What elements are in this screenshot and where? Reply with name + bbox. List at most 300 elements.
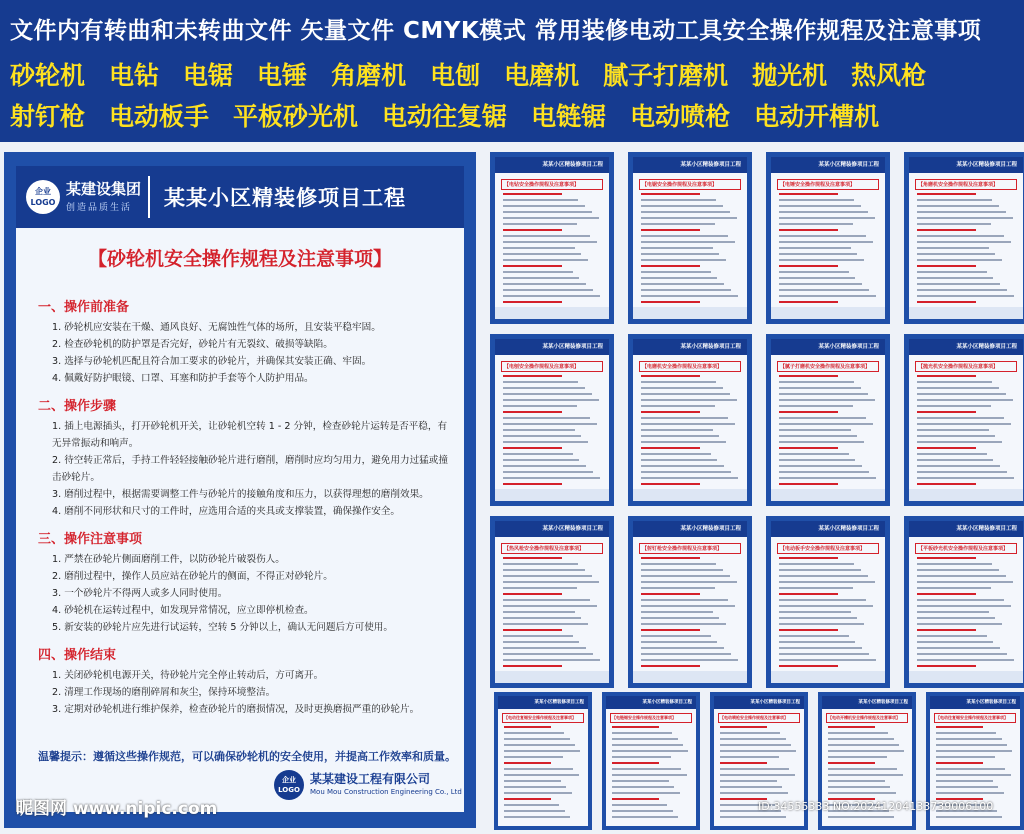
- thumbnail-body: [771, 157, 885, 319]
- text-line: [936, 762, 983, 764]
- text-line: [641, 235, 728, 237]
- text-line: [779, 581, 875, 583]
- text-line: [779, 477, 876, 479]
- text-line: [720, 816, 786, 818]
- section-heading: 二、操作步骤: [38, 399, 117, 414]
- text-line: [641, 599, 728, 601]
- text-line: [503, 205, 585, 207]
- thumbnail-title: 【电锤安全操作规程及注意事项】: [777, 179, 879, 190]
- section-item: 5. 新安装的砂轮片应先进行试运转，空转 5 分钟以上，确认无问题后方可使用。: [52, 622, 393, 633]
- text-line: [503, 453, 573, 455]
- thumbnail-poster: [494, 692, 592, 830]
- section-item: 3. 一个砂轮片不得两人或多人同时使用。: [52, 588, 228, 599]
- tool-label: 电锯: [183, 61, 234, 90]
- thumbnail-body: [495, 521, 609, 683]
- section-heading: 三、操作注意事项: [38, 532, 143, 547]
- text-line: [503, 289, 593, 291]
- text-line: [917, 563, 992, 565]
- text-line: [503, 659, 600, 661]
- text-line: [917, 265, 976, 267]
- text-line: [641, 569, 723, 571]
- section-heading: 四、操作结束: [38, 648, 117, 663]
- text-line: [936, 768, 1005, 770]
- thumbnail-poster: [766, 516, 890, 688]
- text-line: [503, 375, 562, 377]
- thumbnail-body: [633, 339, 747, 501]
- thumbnail-title: 【电动开槽机安全操作规程及注意事项】: [826, 713, 908, 723]
- thumbnail-grid: [484, 152, 1024, 682]
- text-line: [503, 605, 597, 607]
- text-line: [917, 477, 1014, 479]
- text-line: [779, 411, 838, 413]
- text-line: [641, 629, 700, 631]
- text-line: [917, 641, 993, 643]
- text-line: [503, 423, 597, 425]
- text-line: [917, 581, 1013, 583]
- text-line: [641, 665, 700, 667]
- thumbnail-footer: [771, 307, 885, 319]
- text-line: [779, 277, 855, 279]
- thumbnail-text-lines: [641, 557, 739, 677]
- tool-list-row-2: [10, 97, 903, 133]
- text-line: [779, 417, 866, 419]
- tool-label: 腻子打磨机: [603, 61, 729, 90]
- tool-label: 电锤: [257, 61, 308, 90]
- text-line: [779, 575, 868, 577]
- thumbnail-text-lines: [779, 557, 877, 677]
- text-line: [612, 732, 672, 734]
- text-line: [917, 387, 999, 389]
- text-line: [641, 447, 700, 449]
- text-line: [779, 223, 853, 225]
- thumbnail-title: 【角磨机安全操作规程及注意事项】: [915, 179, 1017, 190]
- text-line: [828, 726, 875, 728]
- text-line: [917, 229, 976, 231]
- text-line: [503, 557, 562, 559]
- text-line: [917, 277, 993, 279]
- thumbnail-title: 【热风枪安全操作规程及注意事项】: [501, 543, 603, 554]
- text-line: [641, 653, 731, 655]
- text-line: [641, 647, 724, 649]
- text-line: [641, 435, 719, 437]
- text-line: [917, 289, 1007, 291]
- text-line: [641, 393, 730, 395]
- tool-label: 电链锯: [531, 102, 607, 131]
- thumbnail-title: 【腻子打磨机安全操作规程及注意事项】: [777, 361, 879, 372]
- text-line: [779, 599, 866, 601]
- text-line: [641, 277, 717, 279]
- text-line: [936, 726, 983, 728]
- text-line: [503, 471, 593, 473]
- text-line: [936, 780, 993, 782]
- thumbnail-poster: [490, 516, 614, 688]
- thumbnail-footer: [771, 671, 885, 683]
- text-line: [504, 732, 564, 734]
- text-line: [779, 465, 862, 467]
- text-line: [503, 429, 575, 431]
- text-line: [936, 750, 1012, 752]
- thumbnail-body: [633, 521, 747, 683]
- text-line: [828, 738, 894, 740]
- thumbnail-title: 【电动喷枪安全操作规程及注意事项】: [718, 713, 800, 723]
- text-line: [779, 205, 861, 207]
- thumbnail-title: 【抛光机安全操作规程及注意事项】: [915, 361, 1017, 372]
- text-line: [779, 635, 849, 637]
- text-line: [917, 217, 1013, 219]
- text-line: [503, 459, 579, 461]
- thumbnail-title: 【电锯安全操作规程及注意事项】: [639, 179, 741, 190]
- text-line: [641, 459, 717, 461]
- tool-label: 电磨机: [504, 61, 580, 90]
- text-line: [917, 223, 991, 225]
- text-line: [503, 569, 585, 571]
- text-line: [612, 816, 678, 818]
- text-line: [779, 301, 838, 303]
- text-line: [503, 575, 592, 577]
- text-line: [504, 798, 551, 800]
- thumbnail-body: [909, 157, 1023, 319]
- text-line: [779, 647, 862, 649]
- section-item: 3. 选择与砂轮机匹配且符合加工要求的砂轮片，并确保其安装正确、牢固。: [52, 356, 372, 367]
- thumbnail-title: 【电动板手安全操作规程及注意事项】: [777, 543, 879, 554]
- text-line: [917, 271, 987, 273]
- text-line: [779, 611, 851, 613]
- text-line: [641, 283, 724, 285]
- thumbnail-header: 某某小区精装修项目工程: [495, 157, 609, 173]
- text-line: [720, 768, 789, 770]
- text-line: [779, 393, 868, 395]
- text-line: [779, 557, 838, 559]
- thumbnail-title: 【射钉枪安全操作规程及注意事项】: [639, 543, 741, 554]
- text-line: [641, 605, 735, 607]
- text-line: [641, 381, 716, 383]
- text-line: [779, 453, 849, 455]
- section-item: 3. 磨削过程中，根据需要调整工件与砂轮片的接触角度和压力，以获得理想的磨削效果。: [52, 489, 429, 500]
- text-line: [720, 774, 795, 776]
- thumbnail-header: 某某小区精装修项目工程: [822, 696, 912, 709]
- text-line: [917, 295, 1014, 297]
- text-line: [917, 635, 987, 637]
- section-item: 2. 检查砂轮机的防护罩是否完好，砂轮片有无裂纹、破损等缺陷。: [52, 339, 333, 350]
- text-line: [641, 417, 728, 419]
- text-line: [503, 623, 588, 625]
- text-line: [917, 417, 1004, 419]
- footer-logo: 企业LOGO: [274, 770, 304, 800]
- text-line: [779, 265, 838, 267]
- text-line: [917, 211, 1006, 213]
- text-line: [828, 756, 887, 758]
- thumbnail-title: 【电链锯安全操作规程及注意事项】: [610, 713, 692, 723]
- text-line: [641, 587, 715, 589]
- text-line: [779, 435, 857, 437]
- text-line: [936, 792, 1004, 794]
- text-line: [720, 726, 767, 728]
- text-line: [917, 605, 1011, 607]
- text-line: [917, 569, 999, 571]
- text-line: [503, 611, 575, 613]
- text-line: [612, 792, 680, 794]
- text-line: [917, 653, 1007, 655]
- thumbnail-header: 某某小区精装修项目工程: [771, 339, 885, 355]
- tool-label: 电动板手: [109, 102, 210, 131]
- text-line: [828, 750, 904, 752]
- thumbnail-poster: [628, 152, 752, 324]
- thumbnail-text-lines: [917, 193, 1015, 313]
- thumbnail-poster: [904, 152, 1024, 324]
- text-line: [641, 477, 738, 479]
- text-line: [503, 217, 599, 219]
- text-line: [641, 259, 726, 261]
- tool-label: 电动喷枪: [630, 102, 731, 131]
- text-line: [641, 483, 700, 485]
- text-line: [503, 253, 581, 255]
- text-line: [503, 581, 599, 583]
- text-line: [503, 563, 578, 565]
- text-line: [641, 241, 735, 243]
- text-line: [612, 774, 687, 776]
- text-line: [612, 750, 688, 752]
- text-line: [641, 247, 713, 249]
- header-banner: [0, 0, 1024, 142]
- text-line: [503, 283, 586, 285]
- thumbnail-body: [909, 521, 1023, 683]
- text-line: [917, 617, 995, 619]
- text-line: [720, 732, 780, 734]
- thumbnail-poster: [628, 334, 752, 506]
- text-line: [828, 744, 899, 746]
- text-line: [720, 780, 777, 782]
- thumbnail-text-lines: [504, 726, 582, 822]
- thumbnail-body: [633, 157, 747, 319]
- text-line: [936, 738, 1002, 740]
- text-line: [641, 611, 713, 613]
- text-line: [504, 774, 579, 776]
- text-line: [641, 617, 719, 619]
- text-line: [917, 199, 992, 201]
- text-line: [779, 193, 838, 195]
- thumbnail-poster: [904, 334, 1024, 506]
- text-line: [917, 259, 1002, 261]
- text-line: [779, 423, 873, 425]
- text-line: [612, 780, 669, 782]
- text-line: [828, 780, 885, 782]
- text-line: [612, 756, 671, 758]
- text-line: [917, 381, 992, 383]
- tool-label: 热风枪: [851, 61, 927, 90]
- text-line: [503, 411, 562, 413]
- thumbnail-header: 某某小区精装修项目工程: [771, 157, 885, 173]
- text-line: [917, 193, 976, 195]
- text-line: [504, 804, 559, 806]
- text-line: [828, 786, 890, 788]
- text-line: [503, 593, 562, 595]
- text-line: [503, 417, 590, 419]
- text-line: [917, 399, 1013, 401]
- text-line: [917, 575, 1006, 577]
- tool-label: 抛光机: [752, 61, 828, 90]
- text-line: [503, 447, 562, 449]
- thumbnail-text-lines: [641, 375, 739, 495]
- text-line: [503, 271, 573, 273]
- site-watermark: 昵图网 www.nipic.com: [16, 799, 218, 819]
- section-item: 4. 佩戴好防护眼镜、口罩、耳塞和防护手套等个人防护用品。: [52, 373, 314, 384]
- text-line: [641, 199, 716, 201]
- text-line: [779, 483, 838, 485]
- tool-label: 角磨机: [331, 61, 407, 90]
- text-line: [503, 665, 562, 667]
- text-line: [936, 732, 996, 734]
- text-line: [779, 387, 861, 389]
- text-line: [504, 792, 572, 794]
- main-poster: [4, 152, 476, 828]
- thumbnail-footer: [909, 671, 1023, 683]
- thumbnail-footer: [771, 489, 885, 501]
- text-line: [641, 289, 731, 291]
- text-line: [641, 387, 723, 389]
- text-line: [779, 447, 838, 449]
- text-line: [503, 405, 577, 407]
- text-line: [720, 744, 791, 746]
- thumbnail-body: [498, 696, 588, 826]
- text-line: [612, 798, 659, 800]
- text-line: [779, 289, 869, 291]
- thumbnail-body: [771, 339, 885, 501]
- thumbnail-header: 某某小区精装修项目工程: [930, 696, 1020, 709]
- text-line: [720, 750, 796, 752]
- text-line: [503, 265, 562, 267]
- tool-label: 砂轮机: [10, 61, 86, 90]
- poster-body: [16, 166, 464, 812]
- text-line: [503, 483, 562, 485]
- text-line: [779, 375, 838, 377]
- section-item: 1. 严禁在砂轮片侧面磨削工件，以防砂轮片破裂伤人。: [52, 554, 285, 565]
- company-name-en: Mou Mou Construction Engineering Co., Ltd: [310, 788, 462, 796]
- text-line: [503, 477, 600, 479]
- text-line: [641, 453, 711, 455]
- text-line: [503, 229, 562, 231]
- text-line: [779, 199, 854, 201]
- text-line: [779, 629, 838, 631]
- section-item: 2. 清理工作现场的磨削碎屑和灰尘，保持环境整洁。: [52, 687, 276, 698]
- section-item: 2. 待空转正常后，手持工件轻轻接触砂轮片进行磨削，磨削时应均匀用力，避免用力过猛或撞击砂轮片。: [52, 455, 448, 483]
- thumbnail-text-lines: [612, 726, 690, 822]
- text-line: [641, 465, 724, 467]
- text-line: [503, 465, 586, 467]
- text-line: [641, 223, 715, 225]
- text-line: [917, 405, 991, 407]
- text-line: [503, 647, 586, 649]
- text-line: [503, 399, 599, 401]
- text-line: [779, 295, 876, 297]
- text-line: [828, 774, 903, 776]
- text-line: [828, 816, 894, 818]
- text-line: [641, 441, 726, 443]
- text-line: [917, 301, 976, 303]
- text-line: [612, 768, 681, 770]
- text-line: [612, 810, 673, 812]
- thumbnail-title: 【电钻安全操作规程及注意事项】: [501, 179, 603, 190]
- text-line: [641, 211, 730, 213]
- text-line: [612, 744, 683, 746]
- text-line: [641, 563, 716, 565]
- tool-label: 电动往复锯: [382, 102, 508, 131]
- text-line: [503, 241, 597, 243]
- text-line: [504, 738, 570, 740]
- thumbnail-header: 某某小区精装修项目工程: [495, 339, 609, 355]
- text-line: [779, 563, 854, 565]
- text-line: [503, 193, 562, 195]
- text-line: [641, 229, 700, 231]
- tool-label: 电刨: [430, 61, 481, 90]
- text-line: [504, 762, 551, 764]
- text-line: [917, 253, 995, 255]
- text-line: [917, 599, 1004, 601]
- text-line: [779, 587, 853, 589]
- text-line: [504, 744, 575, 746]
- text-line: [917, 593, 976, 595]
- sections-container: [38, 288, 448, 718]
- thumbnail-text-lines: [503, 193, 601, 313]
- thumbnail-header: 某某小区精装修项目工程: [909, 339, 1023, 355]
- text-line: [612, 762, 659, 764]
- thumbnail-header: 某某小区精装修项目工程: [633, 157, 747, 173]
- thumbnail-text-lines: [641, 193, 739, 313]
- text-line: [503, 599, 590, 601]
- text-line: [641, 193, 700, 195]
- thumbnail-body: [606, 696, 696, 826]
- text-line: [503, 617, 581, 619]
- text-line: [641, 471, 731, 473]
- text-line: [917, 611, 989, 613]
- text-line: [779, 659, 876, 661]
- text-line: [779, 259, 864, 261]
- thumbnail-header: 某某小区精装修项目工程: [495, 521, 609, 537]
- text-line: [828, 768, 897, 770]
- text-line: [779, 405, 853, 407]
- thumbnail-title: 【电动往复锯安全操作规程及注意事项】: [934, 713, 1016, 723]
- thumbnail-footer: [633, 489, 747, 501]
- thumbnail-footer: [495, 671, 609, 683]
- text-line: [641, 405, 715, 407]
- text-line: [720, 756, 779, 758]
- text-line: [503, 653, 593, 655]
- text-line: [917, 411, 976, 413]
- text-line: [504, 726, 551, 728]
- text-line: [779, 665, 838, 667]
- group-name: 某建设集团: [66, 180, 142, 198]
- text-line: [641, 623, 726, 625]
- thumbnail-text-lines: [503, 557, 601, 677]
- text-line: [503, 247, 575, 249]
- text-line: [779, 617, 857, 619]
- text-line: [504, 780, 561, 782]
- thumbnail-text-lines: [779, 375, 877, 495]
- tool-list-row-1: [10, 56, 950, 92]
- header-divider: [148, 176, 150, 218]
- text-line: [917, 647, 1000, 649]
- text-line: [504, 786, 566, 788]
- warm-tip: 温馨提示：遵循这些操作规范，可以确保砂轮机的安全使用，并提高工作效率和质量。: [38, 750, 456, 763]
- text-line: [917, 447, 976, 449]
- text-line: [641, 575, 730, 577]
- text-line: [779, 217, 875, 219]
- tool-label: 平板砂光机: [233, 102, 359, 131]
- text-line: [641, 205, 723, 207]
- thumbnail-title: 【电动往复锯安全操作规程及注意事项】: [502, 713, 584, 723]
- text-line: [503, 393, 592, 395]
- text-line: [917, 235, 1004, 237]
- text-line: [917, 441, 1002, 443]
